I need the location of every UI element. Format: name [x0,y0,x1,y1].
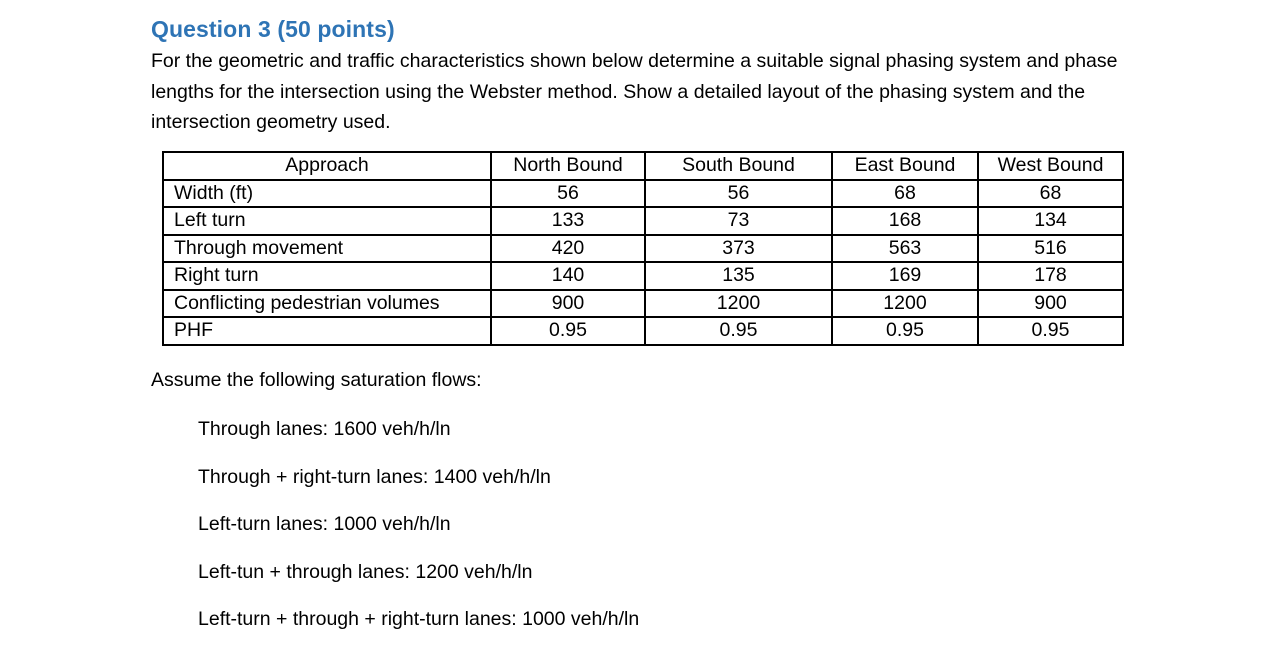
question-heading: Question 3 (50 points) [151,16,395,42]
list-item: Left-tun + through lanes: 1200 veh/h/ln [198,560,533,583]
cell-east-bound: 68 [832,180,978,208]
table-row-right-turn [163,262,1123,290]
cell-north-bound: 0.95 [491,317,645,345]
row-label: Left turn [163,207,491,235]
table-row-width [163,180,1123,208]
cell-south-bound: 373 [645,235,832,263]
question-prompt: For the geometric and traffic characteristics shown below determine a suitable signal phasing system and phase lengths for the intersection using the Webster method. Show a detailed layout of the phasing system and the intersection geometry used. [151,50,1118,133]
cell-north-bound: 140 [491,262,645,290]
list-item: Through + right-turn lanes: 1400 veh/h/ln [198,465,551,488]
list-item: Left-turn + through + right-turn lanes: 1000 veh/h/ln [198,608,640,630]
cell-east-bound: 168 [832,207,978,235]
table-header-row [163,152,1123,180]
cell-west-bound: 134 [978,207,1123,235]
cell-west-bound: 178 [978,262,1123,290]
row-label: Through movement [163,235,491,263]
cell-north-bound: 133 [491,207,645,235]
header-east-bound: East Bound [832,152,978,180]
cell-north-bound: 420 [491,235,645,263]
cell-west-bound: 0.95 [978,317,1123,345]
list-item: Through lanes: 1600 veh/h/ln [198,418,451,440]
cell-east-bound: 0.95 [832,317,978,345]
header-approach: Approach [163,152,491,180]
row-label: Conflicting pedestrian volumes [163,290,491,318]
header-west-bound: West Bound [978,152,1123,180]
cell-east-bound: 1200 [832,290,978,318]
cell-south-bound: 135 [645,262,832,290]
header-south-bound: South Bound [645,152,832,180]
cell-south-bound: 73 [645,207,832,235]
table-row-phf [163,317,1123,345]
list-item: Left-turn lanes: 1000 veh/h/ln [198,513,451,535]
cell-east-bound: 169 [832,262,978,290]
table-row-left-turn [163,207,1123,235]
header-north-bound: North Bound [491,152,645,180]
cell-west-bound: 900 [978,290,1123,318]
cell-north-bound: 900 [491,290,645,318]
cell-south-bound: 1200 [645,290,832,318]
cell-south-bound: 56 [645,180,832,208]
table-row-through-movement [163,235,1123,263]
cell-south-bound: 0.95 [645,317,832,345]
question-document [151,12,1151,630]
cell-east-bound: 563 [832,235,978,263]
saturation-intro: Assume the following saturation flows: [151,369,482,391]
row-label: PHF [163,317,491,345]
row-label: Right turn [163,262,491,290]
cell-west-bound: 516 [978,235,1123,263]
saturation-flow-list [198,417,639,655]
table-row-pedestrian-volumes [163,290,1123,318]
cell-west-bound: 68 [978,180,1123,208]
cell-north-bound: 56 [491,180,645,208]
row-label: Width (ft) [163,180,491,208]
traffic-characteristics-table [162,151,1124,346]
